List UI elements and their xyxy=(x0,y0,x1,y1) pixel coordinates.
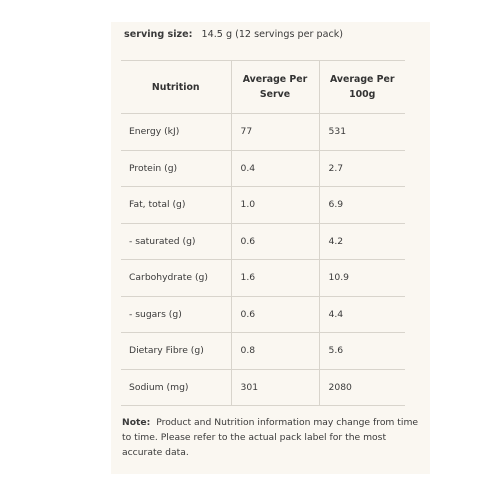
per-100g-value: 6.9 xyxy=(319,187,405,224)
per-serve-value: 301 xyxy=(231,369,319,406)
table-row xyxy=(121,187,405,224)
serving-size xyxy=(124,29,343,41)
nutrient-name: Sodium (mg) xyxy=(121,369,231,406)
nutrient-name: - saturated (g) xyxy=(121,223,231,260)
per-100g-value: 5.6 xyxy=(319,333,405,370)
per-serve-value: 0.6 xyxy=(231,223,319,260)
nutrient-name: Fat, total (g) xyxy=(121,187,231,224)
header-average-per-100g: Average Per 100g xyxy=(319,61,405,114)
table-row xyxy=(121,296,405,333)
table-row xyxy=(121,333,405,370)
table-header-row xyxy=(121,61,405,114)
table-row xyxy=(121,369,405,406)
table-row xyxy=(121,150,405,187)
serving-size-value: 14.5 g (12 servings per pack) xyxy=(201,29,344,40)
per-100g-value: 2.7 xyxy=(319,150,405,187)
nutrition-table xyxy=(121,60,405,406)
table-row xyxy=(121,114,405,151)
disclaimer-note xyxy=(122,415,422,460)
per-serve-value: 77 xyxy=(231,114,319,151)
per-100g-value: 10.9 xyxy=(319,260,405,297)
note-label: Note: xyxy=(122,417,151,428)
nutrient-name: Dietary Fibre (g) xyxy=(121,333,231,370)
table-row xyxy=(121,223,405,260)
per-serve-value: 1.0 xyxy=(231,187,319,224)
per-100g-value: 2080 xyxy=(319,369,405,406)
nutrient-name: - sugars (g) xyxy=(121,296,231,333)
per-100g-value: 4.4 xyxy=(319,296,405,333)
per-serve-value: 0.8 xyxy=(231,333,319,370)
nutrient-name: Energy (kJ) xyxy=(121,114,231,151)
table-row xyxy=(121,260,405,297)
per-serve-value: 0.6 xyxy=(231,296,319,333)
per-100g-value: 531 xyxy=(319,114,405,151)
serving-size-label: serving size: xyxy=(124,29,193,40)
per-100g-value: 4.2 xyxy=(319,223,405,260)
header-nutrition: Nutrition xyxy=(121,61,231,114)
note-text: Product and Nutrition information may change from time to time. Please refer to the actual pack label for the most accurate data. xyxy=(122,417,419,458)
nutrition-panel xyxy=(111,22,430,474)
header-average-per-serve: Average Per Serve xyxy=(231,61,319,114)
nutrient-name: Protein (g) xyxy=(121,150,231,187)
per-serve-value: 0.4 xyxy=(231,150,319,187)
nutrient-name: Carbohydrate (g) xyxy=(121,260,231,297)
per-serve-value: 1.6 xyxy=(231,260,319,297)
